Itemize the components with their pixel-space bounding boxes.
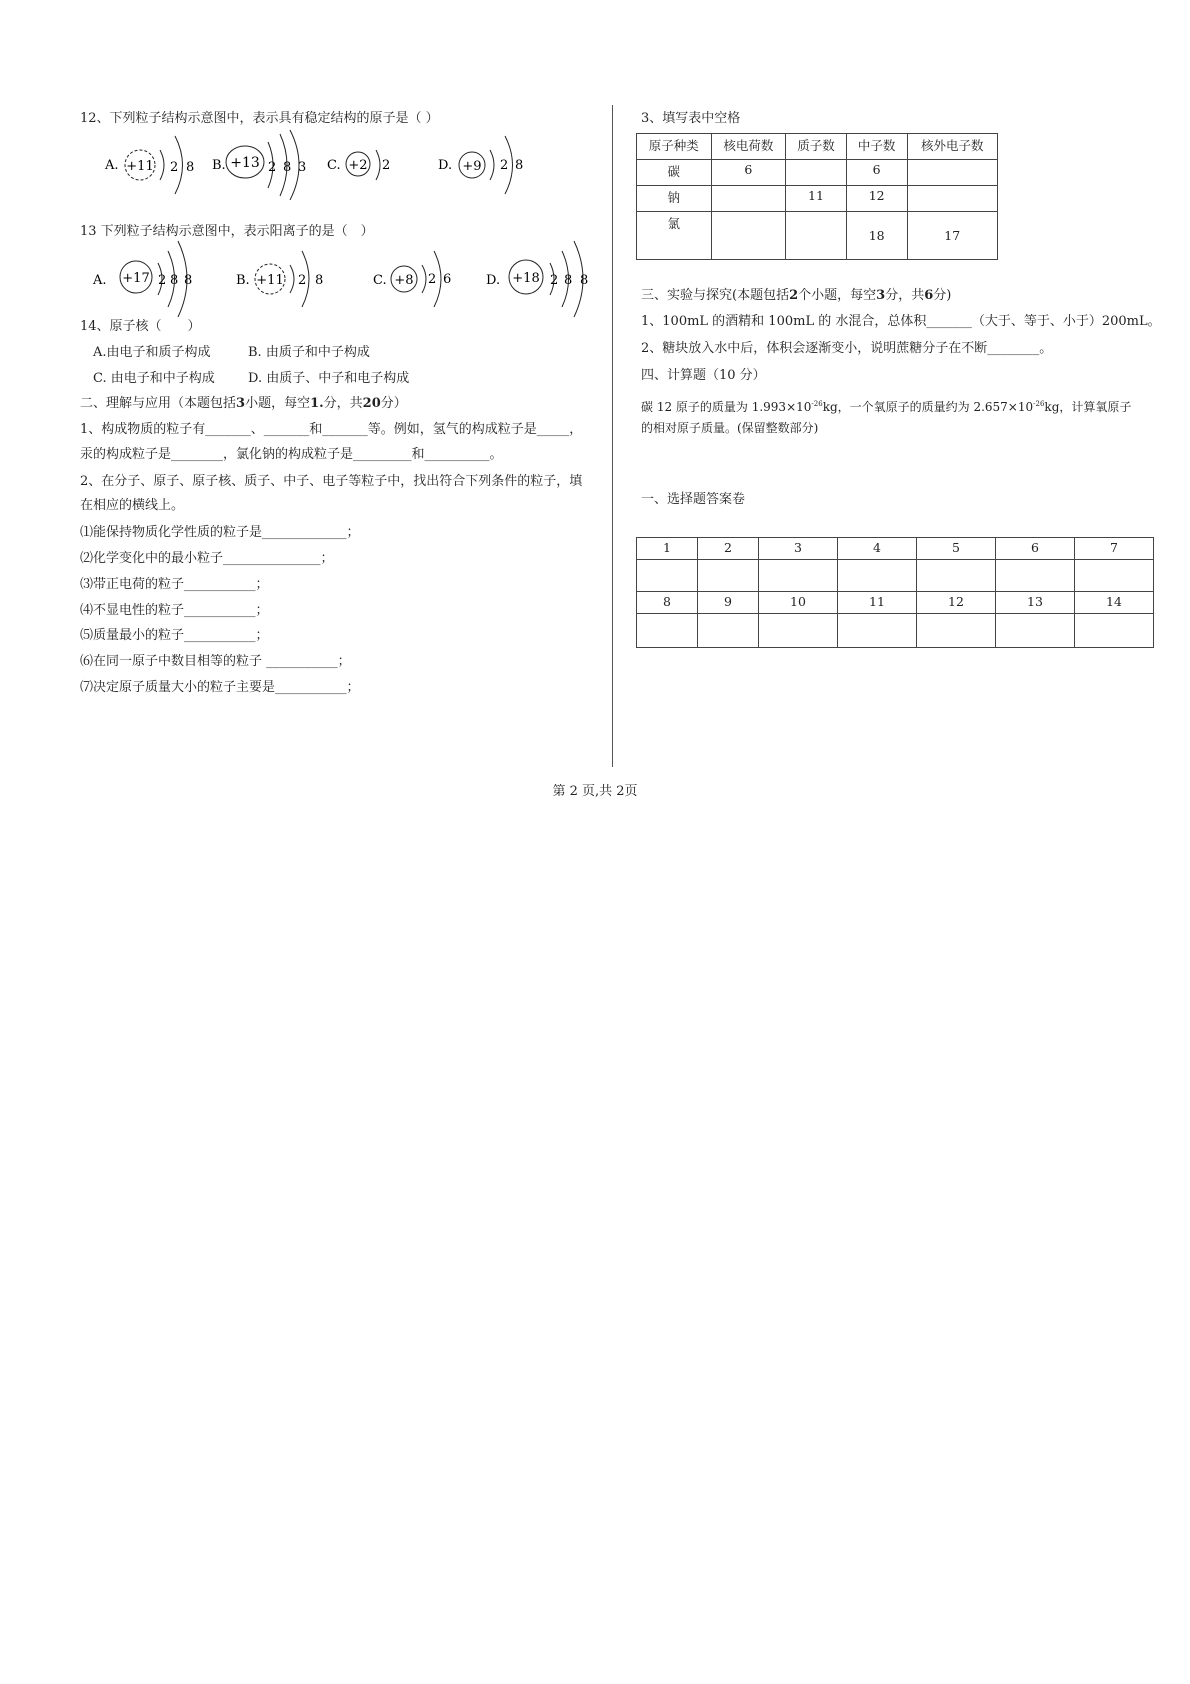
table-cell: 钠	[637, 186, 712, 212]
q13-c-shell-1: 2	[428, 272, 437, 287]
answer-number: 6	[996, 538, 1075, 560]
q13-d-nucleus: +18	[512, 271, 540, 286]
table-cell	[786, 212, 847, 260]
answer-blank[interactable]	[759, 614, 838, 648]
answer-blank[interactable]	[996, 614, 1075, 648]
q12-b-shell-3: 3	[298, 160, 307, 175]
answer-blank[interactable]	[1075, 614, 1154, 648]
answer-blank[interactable]	[637, 560, 698, 592]
q13-d-label: D.	[486, 273, 501, 288]
table-cell	[907, 160, 998, 186]
s2-question-1-line2: 汞的构成粒子是________，氯化钠的构成粒子是_________和__________。	[80, 447, 503, 462]
table-cell	[711, 186, 786, 212]
answer-blank[interactable]	[838, 614, 917, 648]
q13-d-shell-3: 8	[580, 273, 589, 288]
s2-item-6: ⑹在同一原子中数目相等的粒子 ___________；	[80, 654, 351, 669]
question-3-title: 3、填写表中空格	[641, 111, 741, 126]
question-14: 14、原子核（ ）	[80, 319, 201, 334]
q13-c-shell-2: 6	[443, 272, 452, 287]
q12-c-nucleus: +2	[348, 158, 368, 173]
answer-number: 3	[759, 538, 838, 560]
table-cell: 碳	[637, 160, 712, 186]
q12-d-shell-1: 2	[500, 158, 509, 173]
answer-blank[interactable]	[917, 614, 996, 648]
q14-option-c: C. 由电子和中子构成	[93, 371, 215, 386]
q12-a-shell-2: 8	[186, 160, 195, 175]
q13-b-shell-2: 8	[315, 273, 324, 288]
table-header: 核外电子数	[907, 134, 998, 160]
q12-d-nucleus: +9	[462, 159, 482, 174]
q13-d-shell-2: 8	[564, 273, 573, 288]
q13-b-label: B.	[236, 273, 250, 288]
table-cell: 12	[846, 186, 907, 212]
table-cell	[711, 212, 786, 260]
q13-a-shell-2: 8	[170, 273, 179, 288]
q13-d-shell-1: 2	[550, 273, 559, 288]
table-cell: 11	[786, 186, 847, 212]
q12-a-label: A.	[105, 158, 119, 173]
q12-b-label: B.	[212, 158, 226, 173]
table-cell: 6	[846, 160, 907, 186]
q13-c-nucleus: +8	[394, 273, 414, 288]
table-header: 原子种类	[637, 134, 712, 160]
q12-b-shell-2: 8	[283, 160, 292, 175]
q14-option-b: B. 由质子和中子构成	[248, 345, 370, 360]
answer-blank[interactable]	[637, 614, 698, 648]
q14-option-d: D. 由质子、中子和电子构成	[248, 371, 410, 386]
q13-a-shell-1: 2	[158, 273, 167, 288]
q12-b-shell-1: 2	[268, 160, 277, 175]
table-header: 中子数	[846, 134, 907, 160]
q13-a-nucleus: +17	[122, 271, 150, 286]
calc-question-line1: 碳 12 原子的质量为 $1.993\times 10^{-26}kg$，一个氧原子的质量约为 $2.657\times 10^{-26}kg$，计算氧原子	[641, 400, 1132, 414]
table-cell: 18	[846, 212, 907, 260]
answer-number: 10	[759, 592, 838, 614]
s2-question-2-line2: 在相应的横线上。	[80, 498, 185, 513]
s2-question-2-line1: 2、在分子、原子、原子核、质子、中子、电子等粒子中，找出符合下列条件的粒子，填	[80, 474, 583, 489]
answer-number: 2	[698, 538, 759, 560]
answer-table	[636, 537, 1154, 648]
q12-diagrams	[100, 128, 560, 204]
answer-number: 11	[838, 592, 917, 614]
q12-d-label: D.	[438, 158, 453, 173]
answer-blank[interactable]	[698, 560, 759, 592]
answer-number: 14	[1075, 592, 1154, 614]
s2-item-4: ⑷不显电性的粒子___________；	[80, 603, 269, 618]
answer-number: 1	[637, 538, 698, 560]
table-cell: 6	[711, 160, 786, 186]
q13-diagrams	[88, 237, 608, 323]
answer-blank[interactable]	[917, 560, 996, 592]
calc-question-line2: 的相对原子质量。(保留整数部分)	[641, 421, 819, 435]
answer-number: 13	[996, 592, 1075, 614]
answer-number: 12	[917, 592, 996, 614]
answer-blank[interactable]	[698, 614, 759, 648]
answer-number: 8	[637, 592, 698, 614]
q13-a-label: A.	[93, 273, 107, 288]
section-3-heading: 三、实验与探究(本题包括2个小题，每空3分，共6分)	[641, 288, 952, 303]
q12-c-label: C.	[327, 158, 341, 173]
table-cell: 氯	[637, 212, 712, 260]
q13-c-label: C.	[373, 273, 387, 288]
answer-blank[interactable]	[996, 560, 1075, 592]
question-13: 13 下列粒子结构示意图中，表示阳离子的是（ ）	[80, 224, 374, 239]
answer-number: 4	[838, 538, 917, 560]
s3-question-1: 1、100mL 的酒精和 100mL 的 水混合，总体积_______（大于、等于、小于）200mL。	[641, 314, 1161, 329]
s3-question-2: 2、糖块放入水中后，体积会逐渐变小，说明蔗糖分子在不断________。	[641, 341, 1053, 356]
section-4-heading: 四、计算题（10 分）	[641, 368, 766, 383]
q13-b-nucleus: +11	[256, 273, 284, 288]
answer-blank[interactable]	[759, 560, 838, 592]
q12-a-nucleus: +11	[126, 159, 154, 174]
s2-item-1: ⑴能保持物质化学性质的粒子是_____________；	[80, 525, 360, 540]
answer-sheet-title: 一、选择题答案卷	[641, 492, 746, 507]
section-2-heading: 二、理解与应用（本题包括3小题，每空1.分，共20分）	[80, 396, 407, 411]
q12-a-shell-1: 2	[170, 160, 179, 175]
q12-b-nucleus: +13	[230, 155, 260, 171]
s2-item-3: ⑶带正电荷的粒子___________；	[80, 577, 269, 592]
s2-question-1-line1: 1、构成物质的粒子有_______、_______和_______等。例如，氢气的构成粒子是_____，	[80, 422, 583, 437]
answer-number: 7	[1075, 538, 1154, 560]
q12-c-shell-1: 2	[382, 158, 391, 173]
table-cell	[907, 186, 998, 212]
table-cell	[786, 160, 847, 186]
table-cell: 17	[907, 212, 998, 260]
atom-table	[636, 133, 998, 260]
s2-item-7: ⑺决定原子质量大小的粒子主要是___________；	[80, 680, 360, 695]
column-divider	[612, 105, 613, 767]
q13-b-shell-1: 2	[298, 273, 307, 288]
table-header: 核电荷数	[711, 134, 786, 160]
s2-item-2: ⑵化学变化中的最小粒子_______________；	[80, 551, 334, 566]
q13-a-shell-3: 8	[184, 273, 193, 288]
answer-number: 5	[917, 538, 996, 560]
answer-blank[interactable]	[838, 560, 917, 592]
s2-item-5: ⑸质量最小的粒子___________；	[80, 628, 269, 643]
q12-d-shell-2: 8	[515, 158, 524, 173]
question-12: 12、下列粒子结构示意图中，表示具有稳定结构的原子是（ ）	[80, 111, 439, 126]
page-footer: 第 2 页,共 2页	[552, 784, 638, 799]
answer-blank[interactable]	[1075, 560, 1154, 592]
q14-option-a: A.由电子和质子构成	[93, 345, 211, 360]
answer-number: 9	[698, 592, 759, 614]
table-header: 质子数	[786, 134, 847, 160]
